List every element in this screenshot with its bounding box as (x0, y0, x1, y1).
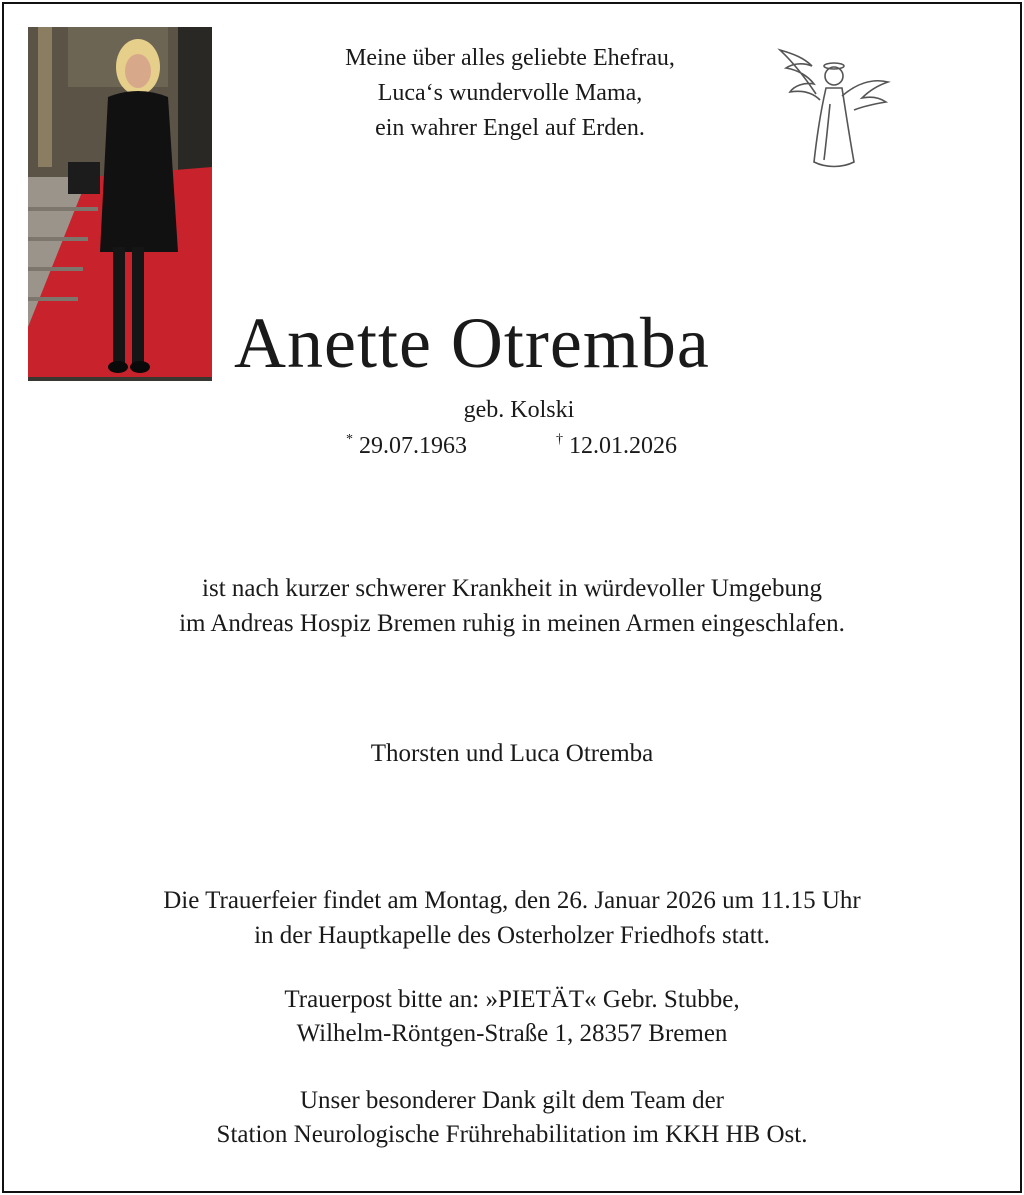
intro-line-1: Meine über alles geliebte Ehefrau, (345, 45, 675, 71)
mourners: Thorsten und Luca Otremba (370, 740, 654, 767)
portrait-photo (28, 27, 212, 381)
birth-date (346, 432, 467, 460)
thanks-line-2: Station Neurologische Frührehabilitation im KKH HB Ost. (216, 1121, 808, 1148)
birth-symbol: * (346, 432, 353, 447)
death-date (556, 432, 677, 460)
mail-line-1: Trauerpost bitte an: »PIETÄT« Gebr. Stubbe, (284, 986, 740, 1013)
ceremony-line-2: in der Hauptkapelle des Osterholzer Friedhofs statt. (254, 922, 770, 949)
thanks-line-1: Unser besonderer Dank gilt dem Team der (299, 1087, 725, 1114)
death-date-value: 12.01.2026 (569, 433, 677, 459)
mail-line-2: Wilhelm-Röntgen-Straße 1, 28357 Bremen (296, 1020, 728, 1047)
death-symbol: † (556, 432, 563, 447)
ceremony-line-1: Die Trauerfeier findet am Montag, den 26. Januar 2026 um 11.15 Uhr (163, 887, 861, 914)
deceased-name: Anette Otremba (234, 303, 710, 383)
intro-line-2: Luca‘s wundervolle Mama, (377, 80, 643, 106)
birth-date-value: 29.07.1963 (359, 433, 467, 459)
message-line-2: im Andreas Hospiz Bremen ruhig in meinen Armen eingeschlafen. (179, 610, 845, 637)
intro-line-3: ein wahrer Engel auf Erden. (375, 115, 645, 141)
maiden-name: geb. Kolski (463, 397, 575, 423)
message-line-1: ist nach kurzer schwerer Krankheit in würdevoller Umgebung (202, 575, 822, 602)
